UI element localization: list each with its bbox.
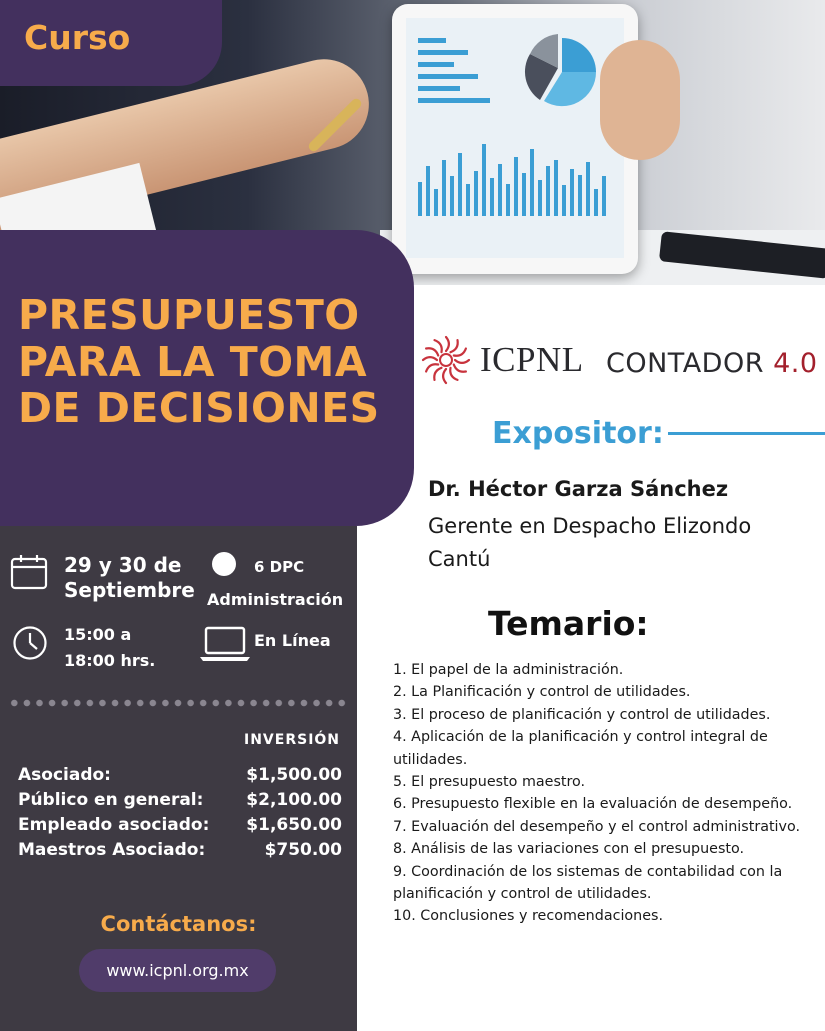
tablet-hbar	[418, 74, 478, 79]
syllabus-item: 10. Conclusiones y recomendaciones.	[393, 908, 664, 925]
tablet-bar	[586, 162, 590, 216]
dotted-divider	[8, 699, 348, 707]
tablet-bar	[522, 173, 526, 216]
tablet-hbar	[418, 62, 454, 67]
syllabus-item: 8. Análisis de las variaciones con el presupuesto.	[393, 841, 745, 858]
program-version: 4.0	[773, 348, 818, 379]
price-label: Asociado:	[18, 765, 111, 785]
investment-title: INVERSIÓN	[244, 732, 341, 748]
course-dates	[64, 553, 195, 603]
syllabus-item: 3. El proceso de planificación y control de utilidades.	[393, 706, 771, 723]
tablet-bar	[498, 164, 502, 216]
tablet-bar	[602, 176, 606, 216]
syllabus-item: 5. El presupuesto maestro.	[393, 774, 586, 791]
tablet-bar	[562, 185, 566, 216]
logo-petal	[443, 369, 446, 383]
price-value: $1,650.00	[246, 815, 342, 835]
price-value: $750.00	[264, 840, 342, 860]
time-line: 18:00 hrs.	[64, 651, 156, 670]
tablet-hbar	[418, 38, 446, 43]
tablet-screen	[406, 18, 624, 258]
tablet-bar	[594, 189, 598, 216]
dates-line: Septiembre	[64, 578, 195, 602]
speaker-heading-rule	[668, 432, 825, 435]
contact-heading: Contáctanos:	[100, 912, 257, 936]
price-row	[18, 790, 342, 810]
icpnl-logo-icon	[420, 334, 472, 386]
course-title-line: PARA LA TOMA	[18, 337, 368, 386]
price-label: Maestros Asociado:	[18, 840, 206, 860]
logo-petal	[423, 357, 437, 360]
dpc-count: 6 DPC	[254, 558, 305, 576]
course-title-line: PRESUPUESTO	[18, 291, 360, 339]
tablet-bar	[554, 160, 558, 216]
tablet-bar	[426, 166, 430, 216]
tablet-bar	[546, 166, 550, 216]
price-row	[18, 815, 342, 835]
laptop-icon	[199, 626, 251, 662]
speaker-heading: Expositor:	[492, 416, 664, 451]
price-row	[18, 765, 342, 785]
course-time	[64, 622, 155, 674]
tablet-bar	[482, 144, 486, 216]
org-logo-text: ICPNL	[480, 340, 584, 379]
tablet-bar	[450, 176, 454, 216]
syllabus-item: 7. Evaluación del desempeño y el control administrativo.	[393, 818, 801, 835]
dates-line: 29 y 30 de	[64, 553, 182, 577]
tablet-bar	[506, 184, 510, 216]
tablet-bar	[442, 160, 446, 216]
tablet-bar	[570, 169, 574, 216]
speaker-name: Dr. Héctor Garza Sánchez	[428, 477, 729, 501]
course-mode: En Línea	[254, 631, 331, 650]
logo-petal	[451, 340, 458, 352]
tablet-image	[392, 4, 638, 274]
tablet-bar	[578, 175, 582, 216]
tablet-bar	[514, 157, 518, 216]
syllabus-heading: Temario:	[488, 604, 649, 643]
program-name: CONTADOR	[606, 348, 764, 379]
price-label: Empleado asociado:	[18, 815, 210, 835]
price-value: $2,100.00	[246, 790, 342, 810]
syllabus-item: planificación y control de utilidades.	[393, 886, 652, 903]
speaker-role-line: Cantú	[428, 546, 491, 571]
clock-icon	[12, 625, 48, 661]
holding-hand-image	[600, 40, 680, 160]
tablet-hbar	[418, 50, 468, 55]
speaker-role	[428, 510, 788, 575]
dpc-circle-icon	[212, 552, 236, 576]
calendar-icon	[10, 554, 48, 590]
time-line: 15:00 a	[64, 625, 132, 644]
logo-petal	[446, 337, 449, 351]
course-title-line: DE DECISIONES	[18, 384, 380, 433]
tablet-bar	[530, 149, 534, 216]
dpc-area: Administración	[207, 590, 344, 609]
tablet-bar	[490, 178, 494, 216]
program-logo-text	[606, 348, 818, 379]
syllabus-item: 9. Coordinación de los sistemas de contabilidad con la	[393, 863, 783, 880]
tablet-bar	[538, 180, 542, 216]
course-label: Curso	[24, 18, 131, 57]
tablet-bar	[458, 153, 462, 216]
syllabus-list	[393, 659, 813, 928]
website-link[interactable]: www.icpnl.org.mx	[79, 949, 276, 992]
logo-petal	[434, 368, 441, 380]
syllabus-item: 4. Aplicación de la planificación y control integral de	[393, 729, 768, 746]
tablet-pie-chart	[524, 34, 600, 110]
price-value: $1,500.00	[246, 765, 342, 785]
price-label: Público en general:	[18, 790, 204, 810]
tablet-bar	[466, 184, 470, 216]
syllabus-item: 1. El papel de la administración.	[393, 662, 624, 678]
tablet-bar	[434, 189, 438, 216]
tablet-bar	[474, 171, 478, 216]
syllabus-item: utilidades.	[393, 751, 468, 768]
tablet-hbar	[418, 98, 490, 103]
logo-petal	[454, 365, 466, 372]
syllabus-item: 2. La Planificación y control de utilidades.	[393, 684, 691, 701]
logo-petal	[455, 360, 469, 363]
logo-petal	[426, 348, 438, 355]
course-title	[18, 292, 380, 432]
speaker-role-line: Gerente en Despacho Elizondo	[428, 514, 752, 538]
tablet-bar	[418, 182, 422, 216]
syllabus-item: 6. Presupuesto flexible en la evaluación de desempeño.	[393, 796, 793, 813]
price-row	[18, 840, 342, 860]
tablet-hbar	[418, 86, 460, 91]
